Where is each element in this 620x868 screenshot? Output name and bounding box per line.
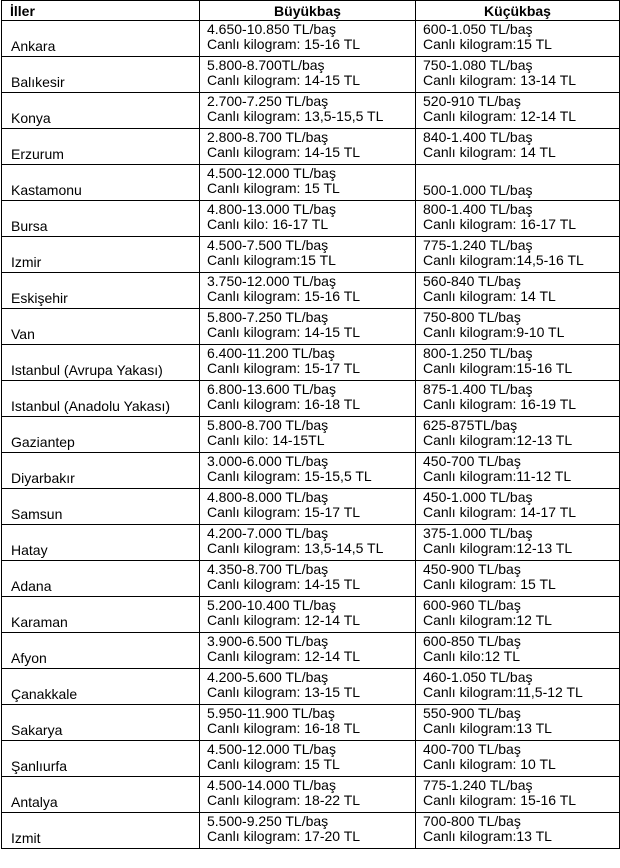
large-cell (200, 57, 416, 93)
live-weight-price: Canlı kilogram:12-13 TL (423, 432, 573, 448)
price-per-head: 520-910 TL/baş (423, 93, 521, 109)
price-per-head: 3.750-12.000 TL/baş (207, 273, 336, 289)
city-cell: Van (2, 309, 200, 345)
small-cell (416, 777, 620, 813)
city-cell: Sakarya (2, 705, 200, 741)
price-per-head: 5.950-11.900 TL/baş (207, 705, 335, 721)
city-cell: Antalya (2, 777, 200, 813)
live-weight-price: Canlı kilogram: 17-20 TL (207, 828, 361, 844)
large-cell (200, 93, 416, 129)
price-per-head: 4.800-13.000 TL/baş (207, 201, 336, 217)
small-cell (416, 21, 620, 57)
live-weight-price: Canlı kilogram: 13-14 TL (423, 72, 577, 88)
table-row (2, 705, 620, 741)
city-cell: Izmir (2, 237, 200, 273)
live-weight-price: Canlı kilogram: 15-16 TL (207, 288, 361, 304)
live-weight-price: Canlı kilogram: 15 TL (207, 180, 340, 196)
large-cell (200, 453, 416, 489)
table-body (2, 21, 620, 849)
large-cell (200, 633, 416, 669)
price-per-head: 4.200-5.600 TL/baş (207, 669, 329, 685)
large-cell (200, 309, 416, 345)
city-cell: Erzurum (2, 129, 200, 165)
large-cell (200, 777, 416, 813)
live-weight-price: Canlı kilogram:9-10 TL (423, 324, 565, 340)
live-weight-price: Canlı kilogram: 18-22 TL (207, 792, 361, 808)
large-cell (200, 525, 416, 561)
table-row (2, 237, 620, 273)
table-row (2, 741, 620, 777)
price-per-head: 840-1.400 TL/baş (423, 129, 533, 145)
live-weight-price: Canlı kilogram: 10 TL (423, 756, 556, 772)
live-weight-price: Canlı kilogram: 13,5-15,5 TL (207, 108, 384, 124)
price-per-head: 2.800-8.700 TL/baş (207, 129, 329, 145)
price-per-head: 3.900-6.500 TL/baş (207, 633, 329, 649)
price-per-head: 800-1.400 TL/baş (423, 201, 533, 217)
live-weight-price: Canlı kilogram:11-12 TL (423, 468, 572, 484)
table-row (2, 129, 620, 165)
live-weight-price: Canlı kilogram: 14-15 TL (207, 72, 361, 88)
live-weight-price: Canlı kilogram: 15-16 TL (207, 36, 361, 52)
live-weight-price: Canlı kilogram: 15-17 TL (207, 360, 361, 376)
price-per-head: 5.200-10.400 TL/baş (207, 597, 336, 613)
small-cell (416, 525, 620, 561)
large-cell (200, 21, 416, 57)
large-cell (200, 129, 416, 165)
table-row (2, 345, 620, 381)
large-cell (200, 417, 416, 453)
price-per-head: 750-800 TL/baş (423, 309, 521, 325)
live-weight-price: Canlı kilogram: 14-15 TL (207, 576, 361, 592)
price-per-head: 5.800-7.250 TL/baş (207, 309, 329, 325)
price-per-head: 625-875TL/baş (423, 417, 518, 433)
price-per-head: 750-1.080 TL/baş (423, 57, 533, 73)
small-cell (416, 597, 620, 633)
live-weight-price: Canlı kilo: 16-17 TL (207, 216, 329, 232)
live-weight-price: Canlı kilogram: 15-17 TL (207, 504, 361, 520)
city-cell: Bursa (2, 201, 200, 237)
price-per-head: 450-1.000 TL/baş (423, 489, 533, 505)
livestock-price-table (1, 0, 620, 849)
live-weight-price: Canlı kilogram: 16-17 TL (423, 216, 577, 232)
large-cell (200, 345, 416, 381)
price-per-head: 700-800 TL/baş (423, 813, 521, 829)
table-row (2, 309, 620, 345)
price-per-head: 600-1.050 TL/baş (423, 21, 533, 37)
price-per-head: 4.800-8.000 TL/baş (207, 489, 329, 505)
price-per-head: 4.500-12.000 TL/baş (207, 741, 336, 757)
price-per-head: 4.650-10.850 TL/baş (207, 21, 336, 37)
live-weight-price: Canlı kilogram: 14 TL (423, 144, 556, 160)
table-row (2, 417, 620, 453)
small-cell (416, 201, 620, 237)
live-weight-price: Canlı kilogram:11,5-12 TL (423, 684, 583, 700)
live-weight-price: Canlı kilogram:15 TL (207, 252, 336, 268)
city-cell: Diyarbakır (2, 453, 200, 489)
city-cell: Afyon (2, 633, 200, 669)
live-weight-price: Canlı kilogram:15 TL (423, 36, 552, 52)
large-cell (200, 201, 416, 237)
live-weight-price: Canlı kilogram: 12-14 TL (207, 612, 361, 628)
large-cell (200, 813, 416, 849)
column-header-city: İller (2, 1, 200, 21)
small-cell (416, 93, 620, 129)
price-per-head: 775-1.240 TL/baş (423, 237, 533, 253)
price-per-head: 600-960 TL/baş (423, 597, 521, 613)
price-per-head: 400-700 TL/baş (423, 741, 521, 757)
city-cell: Konya (2, 93, 200, 129)
live-weight-price: Canlı kilo: 14-15TL (207, 432, 325, 448)
price-per-head: 4.200-7.000 TL/baş (207, 525, 329, 541)
large-cell (200, 561, 416, 597)
city-cell: Kastamonu (2, 165, 200, 201)
live-weight-price: Canlı kilogram:13 TL (423, 828, 552, 844)
price-per-head: 560-840 TL/baş (423, 273, 521, 289)
small-cell (416, 165, 620, 201)
table-row (2, 777, 620, 813)
city-cell: Adana (2, 561, 200, 597)
table-row (2, 489, 620, 525)
small-cell (416, 345, 620, 381)
city-cell: Izmit (2, 813, 200, 849)
large-cell (200, 741, 416, 777)
table-row (2, 561, 620, 597)
live-weight-price: Canlı kilogram: 13,5-14,5 TL (207, 540, 384, 556)
live-weight-price: Canlı kilogram: 16-18 TL (207, 720, 361, 736)
city-cell: Karaman (2, 597, 200, 633)
price-per-head: 5.500-9.250 TL/baş (207, 813, 329, 829)
small-cell (416, 381, 620, 417)
table-row (2, 273, 620, 309)
live-weight-price: Canlı kilogram:12-13 TL (423, 540, 573, 556)
city-cell: Gaziantep (2, 417, 200, 453)
price-per-head: 550-900 TL/baş (423, 705, 521, 721)
large-cell (200, 381, 416, 417)
city-cell: Istanbul (Avrupa Yakası) (2, 345, 200, 381)
live-weight-price: Canlı kilo:12 TL (423, 648, 521, 664)
table-row (2, 813, 620, 849)
city-cell: Ankara (2, 21, 200, 57)
large-cell (200, 669, 416, 705)
city-cell: Balıkesir (2, 57, 200, 93)
price-per-head: 800-1.250 TL/baş (423, 345, 533, 361)
table-row (2, 525, 620, 561)
live-weight-price: Canlı kilogram:15-16 TL (423, 360, 573, 376)
small-cell (416, 273, 620, 309)
header-row (2, 1, 620, 21)
table-row (2, 21, 620, 57)
small-cell (416, 237, 620, 273)
price-per-head: 375-1.000 TL/baş (423, 525, 533, 541)
city-cell: Çanakkale (2, 669, 200, 705)
table-row (2, 669, 620, 705)
live-weight-price: Canlı kilogram:13 TL (423, 720, 552, 736)
price-per-head: 4.500-7.500 TL/baş (207, 237, 329, 253)
small-cell (416, 633, 620, 669)
large-cell (200, 165, 416, 201)
live-weight-price: Canlı kilogram: 14 TL (423, 288, 556, 304)
live-weight-price: Canlı kilogram: 12-14 TL (207, 648, 361, 664)
price-per-head: 450-900 TL/baş (423, 561, 521, 577)
table-row (2, 453, 620, 489)
price-per-head: 500-1.000 TL/baş (423, 182, 533, 198)
live-weight-price: Canlı kilogram:14,5-16 TL (423, 252, 584, 268)
large-cell (200, 237, 416, 273)
city-cell: Istanbul (Anadolu Yakası) (2, 381, 200, 417)
large-cell (200, 489, 416, 525)
price-per-head: 450-700 TL/baş (423, 453, 521, 469)
price-per-head: 4.350-8.700 TL/baş (207, 561, 329, 577)
price-per-head: 460-1.050 TL/baş (423, 669, 533, 685)
price-per-head: 5.800-8.700TL/baş (207, 57, 325, 73)
price-per-head: 6.800-13.600 TL/baş (207, 381, 336, 397)
price-per-head: 875-1.400 TL/baş (423, 381, 533, 397)
column-header-large: Büyükbaş (200, 1, 416, 21)
large-cell (200, 597, 416, 633)
small-cell (416, 813, 620, 849)
small-cell (416, 309, 620, 345)
live-weight-price: Canlı kilogram: 15 TL (423, 576, 556, 592)
column-header-small: Küçükbaş (416, 1, 620, 21)
price-per-head: 6.400-11.200 TL/baş (207, 345, 335, 361)
live-weight-price: Canlı kilogram: 16-18 TL (207, 396, 361, 412)
live-weight-price: Canlı kilogram: 14-15 TL (207, 144, 361, 160)
city-cell: Şanlıurfa (2, 741, 200, 777)
live-weight-price: Canlı kilogram: 14-17 TL (423, 504, 577, 520)
price-per-head: 5.800-8.700 TL/baş (207, 417, 329, 433)
live-weight-price: Canlı kilogram: 15 TL (207, 756, 340, 772)
live-weight-price: Canlı kilogram: 13-15 TL (207, 684, 361, 700)
live-weight-price: Canlı kilogram: 12-14 TL (423, 108, 577, 124)
small-cell (416, 417, 620, 453)
live-weight-price: Canlı kilogram: 15-16 TL (423, 792, 577, 808)
price-per-head: 4.500-12.000 TL/baş (207, 165, 336, 181)
city-cell: Hatay (2, 525, 200, 561)
table-row (2, 381, 620, 417)
price-per-head: 2.700-7.250 TL/baş (207, 93, 329, 109)
table-row (2, 165, 620, 201)
table-row (2, 633, 620, 669)
price-per-head: 600-850 TL/baş (423, 633, 521, 649)
small-cell (416, 561, 620, 597)
city-cell: Eskişehir (2, 273, 200, 309)
large-cell (200, 705, 416, 741)
live-weight-price: Canlı kilogram: 15-15,5 TL (207, 468, 372, 484)
small-cell (416, 129, 620, 165)
price-per-head: 4.500-14.000 TL/baş (207, 777, 336, 793)
small-cell (416, 741, 620, 777)
live-weight-price: Canlı kilogram: 16-19 TL (423, 396, 577, 412)
small-cell (416, 57, 620, 93)
table-row (2, 57, 620, 93)
city-cell: Samsun (2, 489, 200, 525)
small-cell (416, 489, 620, 525)
live-weight-price: Canlı kilogram: 14-15 TL (207, 324, 361, 340)
large-cell (200, 273, 416, 309)
table-row (2, 597, 620, 633)
live-weight-price: Canlı kilogram:12 TL (423, 612, 552, 628)
small-cell (416, 453, 620, 489)
price-per-head: 3.000-6.000 TL/baş (207, 453, 329, 469)
price-per-head: 775-1.240 TL/baş (423, 777, 533, 793)
small-cell (416, 705, 620, 741)
table-row (2, 201, 620, 237)
small-cell (416, 669, 620, 705)
table-row (2, 93, 620, 129)
